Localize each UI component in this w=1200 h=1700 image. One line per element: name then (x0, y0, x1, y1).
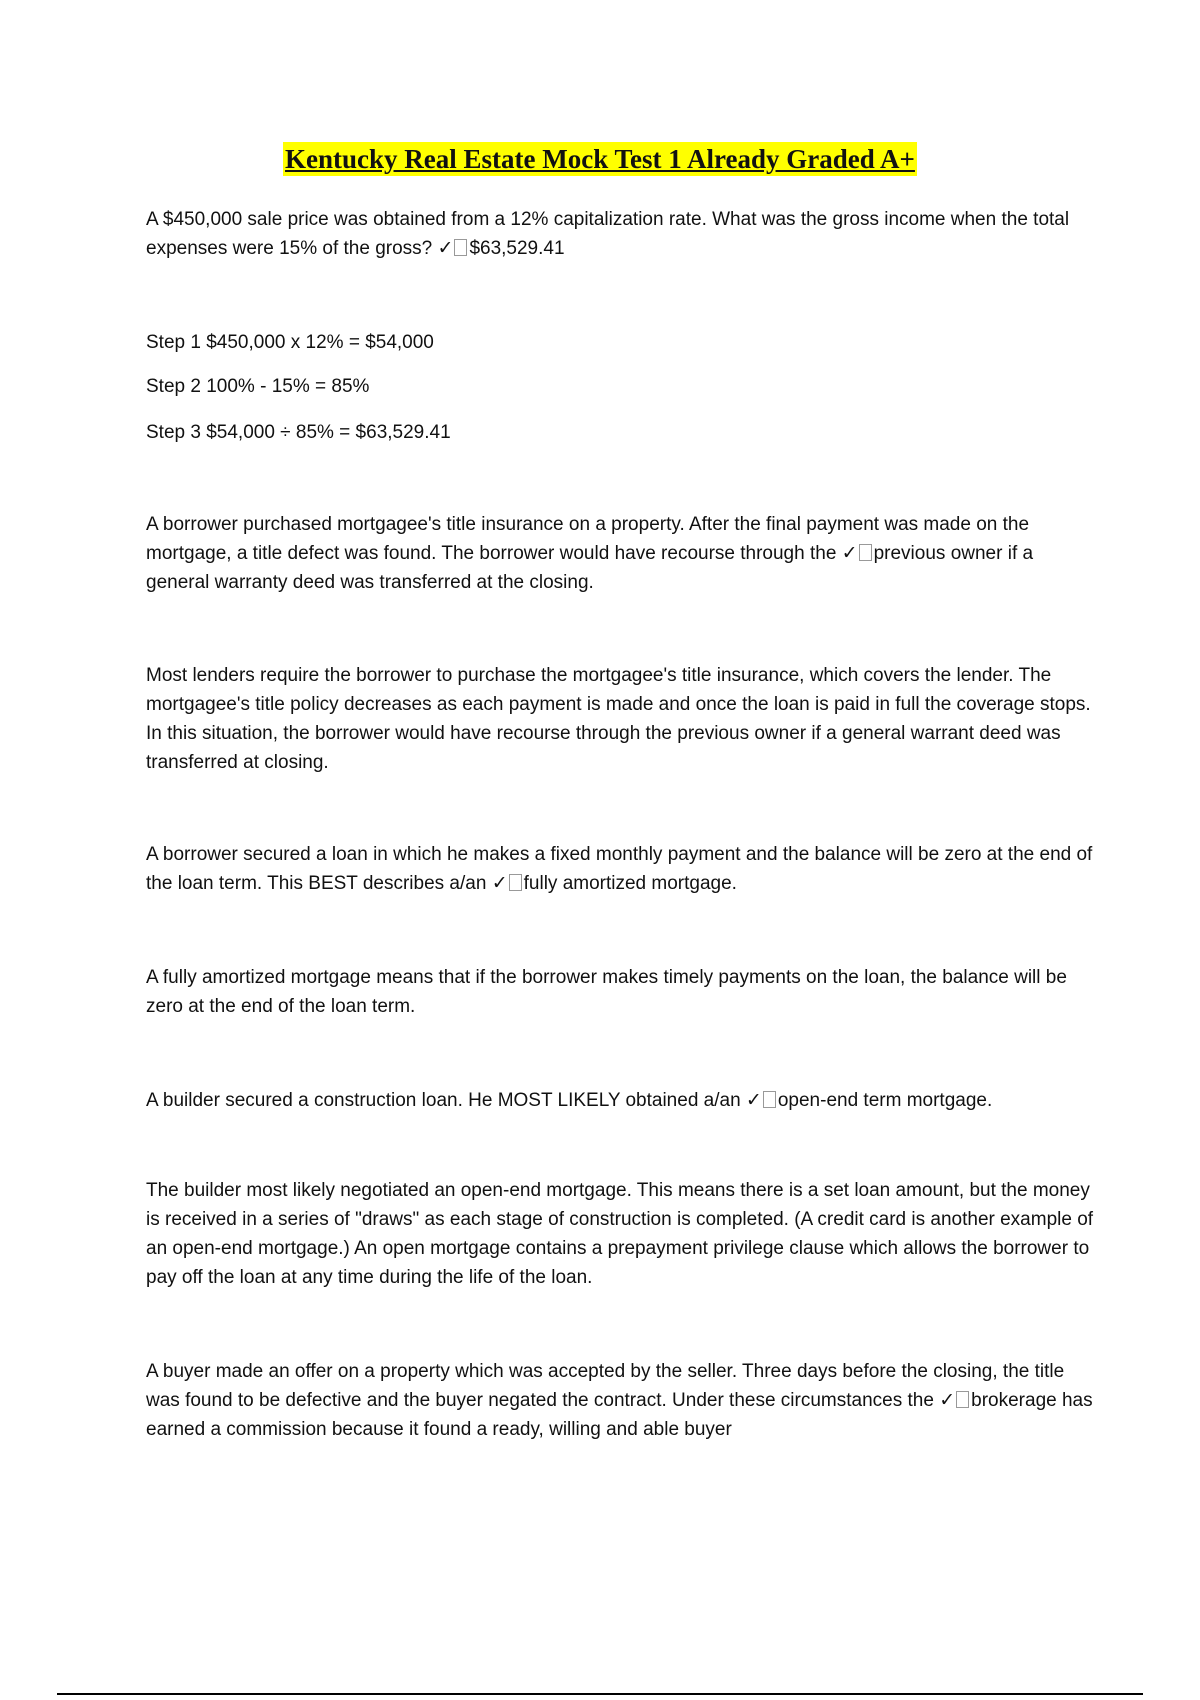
question-5-answer: brokerage has earned a commission because it found a ready, willing and able buyer (146, 1390, 1093, 1440)
check-icon: ✓ (437, 237, 454, 259)
check-icon: ✓ (939, 1389, 956, 1411)
question-1-text: A $450,000 sale price was obtained from a 12% capitalization rate. What was the gross income when the total expenses were 15% of the gross? (146, 209, 1070, 259)
check-icon: ✓ (491, 872, 508, 894)
question-4 (146, 1086, 1094, 1115)
question-5-text: A buyer made an offer on a property which was accepted by the seller. Three days before the closing, the title was found to be defective and the buyer negated the contract. Under these circumstances the (146, 1361, 1065, 1411)
step-3: Step 3 $54,000 ÷ 85% = $63,529.41 (146, 422, 451, 443)
check-icon: ✓ (745, 1089, 762, 1111)
step-2: Step 2 100% - 15% = 85% (146, 376, 370, 397)
explanation-2: Most lenders require the borrower to purchase the mortgagee's title insurance, which covers the lender. The mortgagee's title policy decreases as each payment is made and once the loan is paid in full the coverage stops. In this situation, the borrower would have recourse through the previous owner if a general warrant deed was transferred at closing. (146, 665, 1091, 773)
empty-box-icon (509, 874, 522, 891)
question-2-answer: previous owner if a general warranty deed was transferred at the closing. (146, 543, 1034, 593)
empty-box-icon (956, 1391, 969, 1408)
empty-box-icon (454, 239, 467, 256)
empty-box-icon (859, 544, 872, 561)
page-title: Kentucky Real Estate Mock Test 1 Already Graded A+ (285, 144, 915, 174)
question-4-text: A builder secured a construction loan. He MOST LIKELY obtained a/an (146, 1090, 741, 1111)
question-5 (146, 1357, 1094, 1444)
question-3 (146, 840, 1094, 898)
step-1: Step 1 $450,000 x 12% = $54,000 (146, 332, 434, 353)
question-2-text: A borrower purchased mortgagee's title insurance on a property. After the final payment was made on the mortgage, a title defect was found. The borrower would have recourse through the (146, 514, 1030, 564)
check-icon: ✓ (841, 542, 858, 564)
explanation-3: A fully amortized mortgage means that if the borrower makes timely payments on the loan, the balance will be zero at the end of the loan term. (146, 967, 1067, 1017)
question-1 (146, 205, 1094, 263)
explanation-4: The builder most likely negotiated an open-end mortgage. This means there is a set loan amount, but the money is received in a series of "draws" as each stage of construction is completed. (A credit card is another example of an open-end mortgage.) An open mortgage contains a prepayment privilege clause which allows the borrower to pay off the loan at any time during the life of the loan. (146, 1180, 1094, 1288)
question-3-answer: fully amortized mortgage. (523, 873, 737, 894)
question-4-answer: open-end term mortgage. (777, 1090, 993, 1111)
question-3-text: A borrower secured a loan in which he makes a fixed monthly payment and the balance will be zero at the end of the loan term. This BEST describes a/an (146, 844, 1093, 894)
question-2 (146, 510, 1094, 597)
question-1-answer: $63,529.41 (469, 238, 565, 259)
empty-box-icon (763, 1091, 776, 1108)
footer-divider (57, 1693, 1143, 1695)
title-wrap (0, 142, 1200, 176)
